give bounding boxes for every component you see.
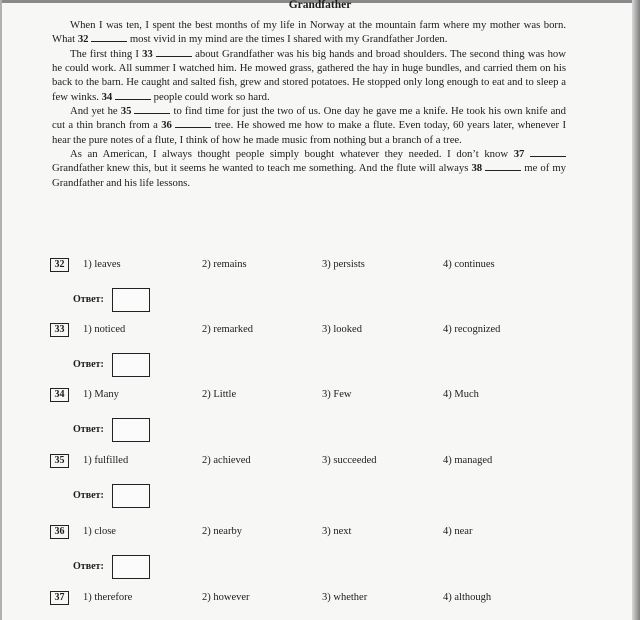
option-2[interactable]: 2) Little <box>202 389 237 400</box>
option-3[interactable]: 3) succeeded <box>322 455 377 466</box>
option-1[interactable]: 1) noticed <box>83 324 126 335</box>
question-row <box>50 454 590 470</box>
answer-label: Ответ: <box>73 561 104 572</box>
question-36 <box>50 525 590 579</box>
answer-label: Ответ: <box>73 424 104 435</box>
question-row <box>50 591 590 607</box>
question-row <box>50 525 590 541</box>
option-3[interactable]: 3) next <box>322 526 352 537</box>
option-4[interactable]: 4) although <box>443 592 492 603</box>
option-1[interactable]: 1) Many <box>83 389 119 400</box>
option-2[interactable]: 2) remarked <box>202 324 254 335</box>
answer-box[interactable] <box>112 288 150 312</box>
answer-row <box>50 288 590 312</box>
option-1[interactable]: 1) fulfilled <box>83 455 129 466</box>
option-2[interactable]: 2) nearby <box>202 526 242 537</box>
option-4[interactable]: 4) continues <box>443 259 495 270</box>
option-1[interactable]: 1) close <box>83 526 116 537</box>
question-35 <box>50 454 590 508</box>
question-37 <box>50 591 590 607</box>
answer-label: Ответ: <box>73 490 104 501</box>
question-number: 32 <box>50 258 69 272</box>
question-number: 34 <box>50 388 69 402</box>
question-32 <box>50 258 590 312</box>
option-2[interactable]: 2) achieved <box>202 455 251 466</box>
gap-blank <box>485 161 521 171</box>
answer-box[interactable] <box>112 353 150 377</box>
question-33 <box>50 323 590 377</box>
gap-blank <box>91 32 127 42</box>
gap-blank <box>530 147 566 157</box>
question-row <box>50 258 590 274</box>
answer-box[interactable] <box>112 555 150 579</box>
paragraph-2: The first thing I 33 about Grandfather was his big hands and broad shoulders. The second thing was how he could work. All summer I watched him. He mowed grass, gathered the hay in huge bundles, and carried them on his back to the barn. He caught and salted fish, grew and stored potatoes. He stopped only long enough to eat and to sleep a few winks. 34 people could work so hard. <box>52 47 566 103</box>
answer-row <box>50 418 590 442</box>
question-number: 37 <box>50 591 69 605</box>
answer-box[interactable] <box>112 484 150 508</box>
option-4[interactable]: 4) recognized <box>443 324 501 335</box>
gap-number: 37 <box>513 148 525 161</box>
question-number: 36 <box>50 525 69 539</box>
option-3[interactable]: 3) Few <box>322 389 352 400</box>
paragraph-1: When I was ten, I spent the best months of my life in Norway at the mountain farm where my mother was born. What 32 most vivid in my mind are the times I shared with my Grandfather Jorden. <box>52 19 566 46</box>
question-number: 35 <box>50 454 69 468</box>
gap-number: 38 <box>471 162 483 175</box>
gap-blank <box>134 104 170 114</box>
option-3[interactable]: 3) persists <box>322 259 365 270</box>
option-1[interactable]: 1) therefore <box>83 592 133 603</box>
option-4[interactable]: 4) Much <box>443 389 479 400</box>
gap-number: 34 <box>101 90 113 103</box>
gap-number: 35 <box>120 105 132 118</box>
question-row <box>50 388 590 404</box>
option-2[interactable]: 2) remains <box>202 259 247 270</box>
option-1[interactable]: 1) leaves <box>83 259 121 270</box>
gap-number: 33 <box>142 47 153 60</box>
answer-label: Ответ: <box>73 359 104 370</box>
right-edge-shadow <box>632 0 640 620</box>
left-border <box>0 0 2 620</box>
gap-number: 32 <box>77 33 89 46</box>
paragraph-4: As an American, I always thought people simply bought whatever they needed. I don’t know 37 Grandfather knew this, but it seems he wanted to teach me something. And the flute will always 38 me of my Grandfather and his life lessons. <box>52 148 566 189</box>
option-3[interactable]: 3) looked <box>322 324 362 335</box>
paragraph-3: And yet he 35 to find time for just the two of us. One day he gave me a knife. He took his own knife and cut a thin branch from a 36 tree. He showed me how to make a flute. Even today, 60 years later, whenever I hear the pure notes of a flute, I think of how he made music from nothing but a branch of a tree. <box>52 105 567 146</box>
answer-label: Ответ: <box>73 294 104 305</box>
option-4[interactable]: 4) near <box>443 526 473 537</box>
answer-box[interactable] <box>112 418 150 442</box>
question-34 <box>50 388 590 442</box>
option-2[interactable]: 2) however <box>202 592 250 603</box>
question-row <box>50 323 590 339</box>
answer-row <box>50 353 590 377</box>
passage-text <box>52 18 566 190</box>
option-3[interactable]: 3) whether <box>322 592 368 603</box>
page-title: Grandfather <box>288 0 352 11</box>
answer-row <box>50 555 590 579</box>
gap-blank <box>115 90 151 100</box>
gap-blank <box>175 118 211 128</box>
gap-number: 36 <box>161 119 172 132</box>
option-4[interactable]: 4) managed <box>443 455 493 466</box>
gap-blank <box>156 47 192 57</box>
answer-row <box>50 484 590 508</box>
question-number: 33 <box>50 323 69 337</box>
